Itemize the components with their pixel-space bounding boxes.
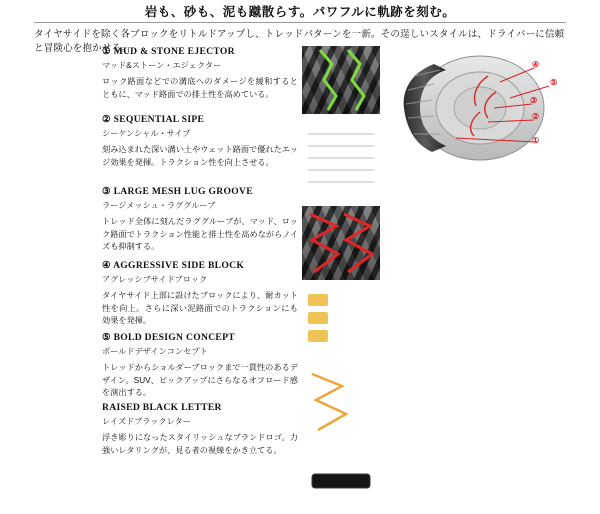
feature-subtitle: マッド&ストーン・エジェクター: [102, 61, 222, 70]
aggressive-side-block-highlight: [302, 288, 380, 358]
raised-black-letter-photo: [302, 448, 380, 514]
feature-title: ⑤ BOLD DESIGN CONCEPT: [102, 332, 235, 343]
feature-body: ロック路面などでの溝底へのダメージを緩和するとともに、マッド路面での排土性を高めている。: [102, 77, 298, 99]
large-mesh-lug-groove-photo: [302, 206, 380, 280]
callout-4: ④: [532, 60, 540, 69]
feature-item: [102, 46, 298, 104]
feature-item: [102, 114, 298, 176]
feature-item: [102, 402, 298, 460]
tread-photo-strip: [302, 46, 380, 514]
callout-5: ⑤: [550, 78, 558, 87]
feature-list: [102, 46, 298, 468]
feature-title: RAISED BLACK LETTER: [102, 402, 222, 413]
callout-1: ①: [532, 136, 540, 145]
feature-subtitle: ラージメッシュ・ラググルーブ: [102, 201, 216, 210]
feature-body: トレッド全体に刻んだラググルーブが、マッド、ロック路面でトラクション性能と排土性を高めながらノイズも抑制する。: [102, 217, 298, 251]
feature-title: ④ AGGRESSIVE SIDE BLOCK: [102, 260, 245, 271]
feature-subtitle: レイズドブラックレター: [102, 417, 191, 426]
feature-item: [102, 186, 298, 252]
feature-body: タイヤサイド上部に設けたブロックにより、耐カット性を向上。さらに深い泥路面でのトラクションにも効果を発揮。: [102, 291, 298, 325]
bold-design-concept-highlight: [302, 368, 380, 436]
content-area: [34, 46, 566, 455]
sequential-sipe-photo: [302, 124, 380, 196]
bold-design-concept-photo: [302, 368, 380, 436]
header-divider: [34, 22, 566, 23]
feature-title: ③ LARGE MESH LUG GROOVE: [102, 186, 253, 197]
feature-body: トレッドからショルダーブロックまで一貫性のあるデザイン。SUV、ピックアップにさらなるオフロード感を演出する。: [102, 363, 298, 397]
mud-stone-ejector-highlight: [302, 46, 380, 114]
tire-photo: [384, 46, 566, 166]
feature-item: [102, 260, 298, 325]
sequential-sipe-highlight: [302, 124, 380, 196]
feature-title: ① MUD & STONE EJECTOR: [102, 46, 235, 57]
callout-3: ③: [530, 96, 538, 105]
aggressive-side-block-photo: [302, 288, 380, 358]
raised-black-letter-highlight: [302, 448, 380, 514]
mud-stone-ejector-photo: [302, 46, 380, 114]
feature-subtitle: シーケンシャル・サイプ: [102, 129, 191, 138]
feature-body: 刻み込まれた深い溝い土やウェット路面で優れたエッジ効果を発揮。トラクション性を向上させる。: [102, 145, 299, 167]
feature-subtitle: アグレッシブサイドブロック: [102, 275, 208, 284]
feature-body: 浮き彫りになったスタイリッシュなブランドロゴ。力強いレタリングが、見る者の視線をかき立てる。: [102, 433, 298, 455]
lede-paragraph: タイヤサイドを除く各ブロックをリトルドアップし、トレッドパターンを一新。その逞しいスタイルは、ドライバーに信頼と冒険心を抱かせる。: [34, 29, 565, 54]
feature-title: ② SEQUENTIAL SIPE: [102, 114, 205, 125]
page-headline: 岩も、砂も、泥も蹴散らす。パワフルに軌跡を刻む。: [144, 5, 456, 19]
feature-item: [102, 332, 298, 397]
feature-subtitle: ボールドデザインコンセプト: [102, 347, 208, 356]
large-mesh-lug-groove-highlight: [302, 206, 380, 280]
callout-2: ②: [532, 112, 540, 121]
